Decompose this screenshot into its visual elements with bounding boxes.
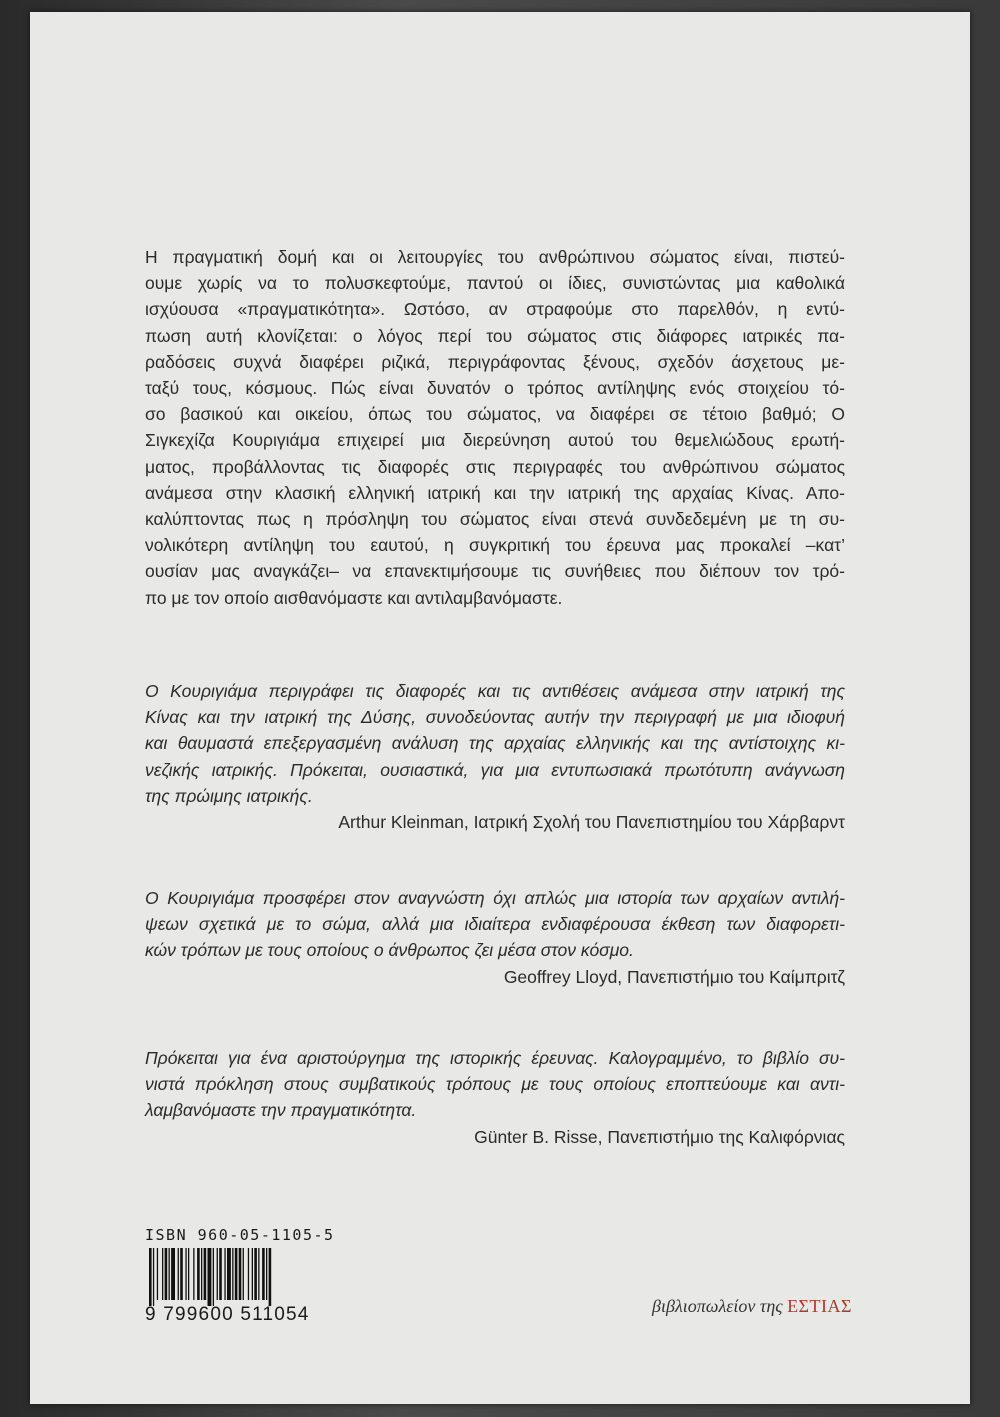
quote-line: της πρώιμης ιατρικής.	[145, 785, 313, 806]
barcode-digits: 9 799600 511054	[145, 1304, 310, 1325]
barcode-bar	[153, 1248, 154, 1306]
quote-line: νεζικής ιατρικής. Πρόκειται, ουσιαστικά, για μια εντυπωσιακά πρωτότυπη ανάγνωση	[145, 759, 845, 780]
quote-line: λαμβανόμαστε την πραγματικότητα.	[145, 1100, 417, 1121]
barcode-bar	[224, 1248, 225, 1300]
barcode-bar	[180, 1248, 183, 1300]
blurb-line: ματος, προβάλλοντας τις διαφορές στις περιγραφές του ανθρώπινου σώματος	[145, 456, 845, 477]
barcode-bar	[243, 1248, 244, 1300]
quote-line: Ο Κουριγιάμα προσφέρει στον αναγνώστη όχι απλώς μια ιστορία των αρχαίων αντιλή-	[145, 888, 845, 908]
barcode-bar	[193, 1248, 194, 1300]
blurb-line: νολικότερη αντίληψη του εαυτού, η συγκριτική του έρευνα μας προκαλεί –κατ’	[145, 535, 845, 556]
review-quote-lloyd	[145, 885, 845, 990]
blurb-main	[145, 244, 845, 611]
publisher-brand: ΕΣΤΙΑΣ	[787, 1296, 852, 1316]
barcode-bar	[208, 1248, 212, 1306]
barcode-bar	[252, 1248, 253, 1300]
barcode-bars	[145, 1248, 315, 1306]
blurb-line: καλύπτοντας πως η πρόσληψη του σώματος είναι στενά συνδεδεμένη με τη συ-	[145, 509, 845, 530]
blurb-line: Η πραγματική δομή και οι λειτουργίες του ανθρώπινου σώματος είναι, πιστεύ-	[145, 247, 845, 267]
quote-attribution: Günter B. Risse, Πανεπιστήμιο της Καλιφόρνιας	[474, 1126, 845, 1147]
barcode-bar	[185, 1248, 186, 1300]
quote-attribution: Geoffrey Lloyd, Πανεπιστήμιο του Καίμπριτζ	[503, 966, 845, 987]
barcode-bar	[201, 1248, 202, 1300]
barcode-bar	[235, 1248, 238, 1300]
review-quote-kleinman	[145, 678, 845, 835]
barcode-bar	[213, 1248, 214, 1306]
quote-line: νιστά πρόκληση στους συμβατικούς τρόπους με τους οποίους εποπτεύουμε και αντι-	[145, 1074, 845, 1095]
blurb-line: ταξύ τους, κόσμους. Πώς είναι δυνατόν ο τρόπος αντίληψης ενός στοιχείου τό-	[145, 378, 845, 399]
barcode-bar	[239, 1248, 242, 1300]
barcode-bar	[157, 1248, 158, 1300]
blurb-line: πο με τον οποίο αισθανόμαστε και αντιλαμβανόμαστε.	[145, 587, 563, 608]
isbn-label: ISBN 960-05-1105-5	[145, 1226, 335, 1244]
review-quote-risse	[145, 1045, 845, 1150]
barcode-bar	[188, 1248, 189, 1300]
barcode-bar	[204, 1248, 207, 1300]
blurb-line: ραδόσεις συχνά διαφέρει ριζικά, περιγράφοντας ξένους, σχεδόν άσχετους με-	[145, 351, 845, 372]
barcode-bar	[266, 1248, 267, 1300]
blurb-line: ουσίαν μας αναγκάζει– να επανεκτιμήσουμε τις συνήθειες που διέπουν τον τρό-	[145, 561, 845, 582]
barcode-bar	[169, 1248, 170, 1300]
blurb-line: ουμε χωρίς να το πολυσκεφτούμε, παντού οι ίδιες, συνιστώντας μια καθολικά	[145, 273, 845, 294]
quote-line: ψεων σχετικά με το σώμα, αλλά μια ιδιαίτερα ενδιαφέρουσα έκθεση των διαφορετι-	[145, 914, 845, 935]
barcode-bar	[262, 1248, 265, 1300]
barcode-bar	[217, 1248, 218, 1300]
barcode-bar	[171, 1248, 175, 1300]
isbn-barcode	[145, 1226, 335, 1328]
quote-line: Κίνας και την ιατρική της Δύσης, συνοδεύοντας αυτήν την περιγραφή με μια ιδιοφυή	[145, 707, 845, 728]
blurb-line: ισχύουσα «πραγματικότητα». Ωστόσο, αν στραφούμε στο παρελθόν, η εντύ-	[145, 299, 845, 320]
publisher-prefix: βιβλιοπωλείον της	[652, 1296, 783, 1316]
quote-attribution: Arthur Kleinman, Ιατρική Σχολή του Πανεπιστημίου του Χάρβαρντ	[338, 812, 845, 833]
barcode-bar	[254, 1248, 257, 1300]
barcode-bar	[219, 1248, 222, 1300]
barcode-bar	[165, 1248, 168, 1300]
barcode-bar	[248, 1248, 249, 1300]
barcode-bar	[178, 1248, 179, 1300]
quote-line: Πρόκειται για ένα αριστούργημα της ιστορικής έρευνας. Καλογραμμένο, το βιβλίο συ-	[145, 1048, 845, 1068]
quote-line: κών τρόπων με τους οποίους ο άνθρωπος ζει μέσα στον κόσμο.	[145, 940, 634, 961]
barcode-bar	[258, 1248, 259, 1300]
blurb-line: πωση αυτή κλονίζεται: ο λόγος περί του σώματος στις διάφορες ιατρικές πα-	[145, 325, 845, 346]
blurb-line: ανάμεσα στην κλασική ελληνική ιατρική και την ιατρική της αρχαίας Κίνας. Απο-	[145, 482, 845, 503]
publisher-imprint	[652, 1296, 852, 1317]
barcode-bar	[197, 1248, 200, 1300]
barcode-bar	[162, 1248, 163, 1300]
quote-line: Ο Κουριγιάμα περιγράφει τις διαφορές και τις αντιθέσεις ανάμεσα στην ιατρική της	[145, 681, 845, 701]
blurb-line: Σιγκεχίζα Κουριγιάμα επιχειρεί μια διερεύνηση αυτού του θεμελιώδους ερωτή-	[145, 430, 845, 451]
barcode-bar	[227, 1248, 231, 1300]
barcode-bar	[269, 1248, 272, 1306]
barcode-bar	[149, 1248, 152, 1306]
quote-line: και θαυμαστά επεξεργασμένη ανάλυση της αρχαίας ελληνικής και της αντίστοιχης κι-	[145, 733, 845, 754]
barcode-bar	[232, 1248, 233, 1300]
blurb-line: σο βασικού και οικείου, όπως του σώματος, να διαφέρει σε τέτοιο βαθμό; Ο	[145, 404, 845, 425]
